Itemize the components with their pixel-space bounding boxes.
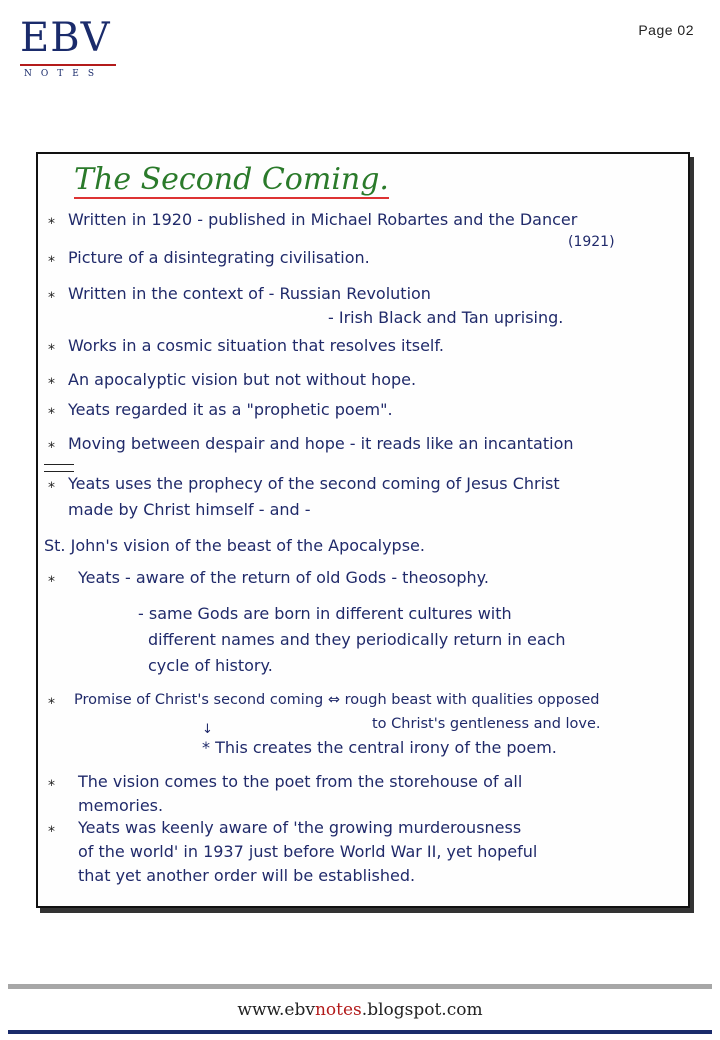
- ebv-logo: [20, 15, 120, 79]
- note-line: Moving between despair and hope - it reads like an incantation: [68, 434, 574, 453]
- note-line: Yeats - aware of the return of old Gods - theosophy.: [78, 568, 489, 587]
- note-line: cycle of history.: [148, 656, 273, 675]
- footer-url-suffix: .blogspot.com: [361, 1000, 483, 1020]
- footer-url-accent: notes: [314, 1000, 362, 1020]
- section-divider: [44, 464, 74, 472]
- bullet-star: *: [48, 574, 55, 590]
- footer-url[interactable]: [0, 1000, 720, 1020]
- note-line: St. John's vision of the beast of the Apocalypse.: [44, 536, 425, 555]
- note-line: Written in the context of - Russian Revolution: [68, 284, 431, 303]
- bullet-star: *: [48, 406, 55, 422]
- bullet-star: *: [48, 254, 55, 270]
- logo-sub-text: NOTES: [24, 69, 103, 79]
- note-line: Written in 1920 - published in Michael Robartes and the Dancer: [68, 210, 578, 229]
- footer-url-prefix: www.ebv: [237, 1000, 315, 1020]
- note-line: to Christ's gentleness and love.: [372, 716, 601, 732]
- note-line: Yeats regarded it as a "prophetic poem".: [68, 400, 393, 419]
- bullet-star: *: [48, 696, 55, 712]
- note-line: memories.: [78, 796, 164, 815]
- note-line: The vision comes to the poet from the storehouse of all: [78, 772, 523, 791]
- bullet-star: *: [48, 440, 55, 456]
- note-line: - Irish Black and Tan uprising.: [328, 308, 564, 327]
- notes-title-text: The Second Coming.: [74, 162, 389, 197]
- bullet-star: *: [48, 216, 55, 232]
- notes-title: [74, 162, 389, 197]
- note-line: * This creates the central irony of the poem.: [202, 738, 557, 757]
- note-line: - same Gods are born in different cultures with: [138, 604, 512, 623]
- footer-rule-bottom: [8, 1030, 712, 1034]
- bullet-star: *: [48, 824, 55, 840]
- note-line-arrow: ↓: [202, 722, 213, 737]
- footer-rule-top: [8, 984, 712, 989]
- note-line: different names and they periodically return in each: [148, 630, 566, 649]
- note-line: of the world' in 1937 just before World War II, yet hopeful: [78, 842, 538, 861]
- note-line: made by Christ himself - and -: [68, 500, 311, 519]
- bullet-star: *: [48, 376, 55, 392]
- logo-main-text: EBV: [20, 15, 111, 61]
- note-line: (1921): [568, 234, 615, 250]
- handwritten-notes-box: [36, 152, 690, 908]
- note-line: Picture of a disintegrating civilisation.: [68, 248, 370, 267]
- note-line: Promise of Christ's second coming ⇔ rough beast with qualities opposed: [74, 692, 600, 708]
- page-number: Page 02: [638, 22, 694, 38]
- bullet-star: *: [48, 290, 55, 306]
- bullet-star: *: [48, 480, 55, 496]
- bullet-star: *: [48, 778, 55, 794]
- bullet-star: *: [48, 342, 55, 358]
- note-line: Yeats was keenly aware of 'the growing murderousness: [78, 818, 522, 837]
- note-line: Yeats uses the prophecy of the second coming of Jesus Christ: [68, 474, 560, 493]
- note-line: Works in a cosmic situation that resolves itself.: [68, 336, 444, 355]
- note-line: An apocalyptic vision but not without hope.: [68, 370, 417, 389]
- note-line: that yet another order will be established.: [78, 866, 416, 885]
- logo-rule: [20, 64, 116, 66]
